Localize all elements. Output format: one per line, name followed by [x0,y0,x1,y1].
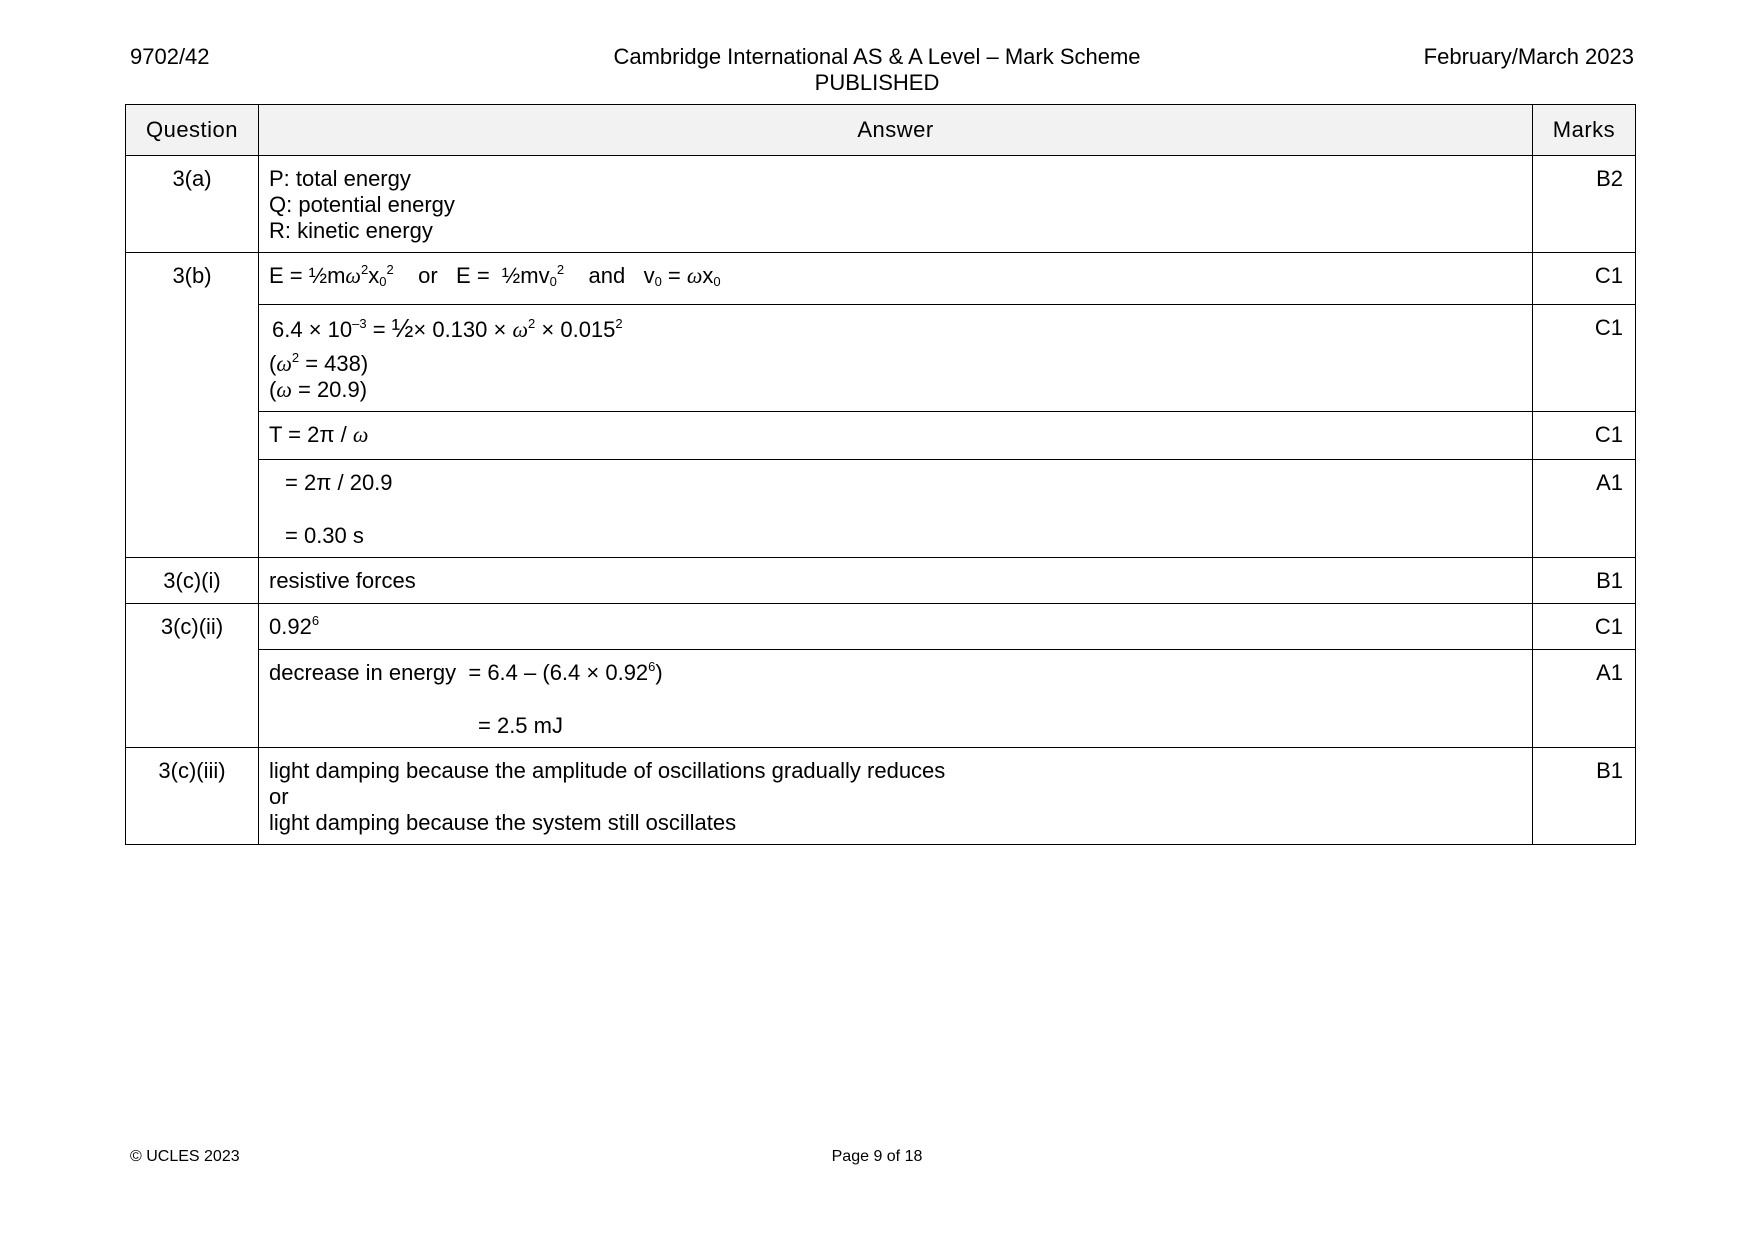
formula-part: x [368,263,380,288]
formula-part: = 20.9) [291,377,368,402]
answer-line: resistive forces [269,568,416,593]
question-number: 3(c)(iii) [126,748,259,845]
exam-session: February/March 2023 [1423,44,1634,69]
formula-part: × 0.015 [541,317,616,342]
question-number: 3(c)(i) [126,558,259,604]
marks-cell: A1 [1533,650,1636,748]
marks-cell: C1 [1533,253,1636,305]
answer-cell [259,460,1533,558]
marks-cell: B1 [1533,748,1636,845]
answer-cell [259,604,1533,650]
column-header-marks: Marks [1533,105,1636,156]
answer-cell [259,253,1533,305]
table-row [126,558,1636,604]
omega-symbol: ω [512,317,529,342]
answer-line: light damping because the amplitude of oscillations gradually reduces [269,758,946,783]
exponent: 6 [648,659,656,674]
formula-part: = [661,263,687,288]
table-row [126,604,1636,650]
copyright-notice: © UCLES 2023 [130,1148,240,1165]
title-text: Cambridge International AS & A Level – Mark Scheme [613,44,1141,69]
formula-part: = [366,317,392,342]
answer-cell [259,412,1533,460]
answer-cell [259,156,1533,253]
period-formula [269,422,1522,448]
substitution-equation: $6.4 \times 10^{-3}$ = ½× $0.130 \times \omega^2 \times 0.015^2$ [272,313,623,343]
column-header-question: Question [126,105,259,156]
omega-symbol: ω [686,263,703,288]
energy-equations: $E = \frac{1}{2}m\omega^2x_0^2$ or $E = \frac{1}{2}mv_0^2$ and $v_0 = \omega x_0$ [269,262,721,289]
table-row [126,412,1636,460]
exponent: –3 [352,316,367,331]
formula-part: x [702,263,714,288]
formula-part: E = ½m [269,263,346,288]
omega-symbol: ω [352,422,369,447]
omega-value: (ω = 20.9) [269,377,368,402]
decay-factor [269,614,1522,640]
formula-part: ) [655,660,663,685]
marks-cell: B2 [1533,156,1636,253]
energy-decrease-result: = 2.5 mJ [478,713,563,738]
page-number: Page 9 of 18 [831,1148,923,1165]
marks-cell: C1 [1533,305,1636,412]
answer-line: P: total energy [269,166,411,191]
column-header-answer: Answer [259,105,1533,156]
answer-cell [259,748,1533,845]
period-substitution: = 2π / 20.9 [285,470,393,495]
answer-cell [259,650,1533,748]
marks-cell: C1 [1533,412,1636,460]
formula-part: v [643,263,655,288]
answer-line: R: kinetic energy [269,218,433,243]
answer-cell [259,305,1533,412]
table-row [126,650,1636,748]
period-result: = 0.30 s [285,523,364,548]
formula-part: T = 2π / [269,422,353,447]
answer-line: or [269,784,289,809]
question-number: 3(c)(ii) [126,604,259,748]
mark-scheme-table [125,104,1636,845]
table-row [126,253,1636,305]
table-row [126,460,1636,558]
formula-part: E = ½mv [456,263,550,288]
exponent: 6 [311,613,320,628]
question-number: 3(b) [126,253,259,558]
table-row [126,748,1636,845]
marks-cell: C1 [1533,604,1636,650]
connector-word: or [418,263,438,288]
table-row [126,156,1636,253]
question-number: 3(a) [126,156,259,253]
formula-part: × 0.130 × [413,317,507,342]
answer-line: Q: potential energy [269,192,455,217]
marks-cell: B1 [1533,558,1636,604]
fraction-half: ½ [391,313,414,343]
omega-symbol: ω [276,351,292,376]
formula-label: decrease in energy [269,660,457,685]
status-text: PUBLISHED [814,70,940,95]
omega-squared-value: $(\omega^2 = 438)$ [269,350,369,376]
formula-part: = 438) [299,351,369,376]
connector-word: and [588,263,626,288]
table-row [126,305,1636,412]
marks-cell: A1 [1533,460,1636,558]
formula-part: 6.4 × 10 [272,317,353,342]
omega-symbol: ω [276,377,292,402]
energy-decrease-calculation [269,660,1522,686]
omega-symbol: ω [345,263,361,288]
paper-code: 9702/42 [130,44,210,69]
table-header-row [126,105,1636,156]
formula-part: = 6.4 – (6.4 × 0.92 [468,660,649,685]
answer-cell [259,558,1533,604]
formula-part: 0.92 [269,614,312,639]
answer-line: light damping because the system still oscillates [269,810,737,835]
